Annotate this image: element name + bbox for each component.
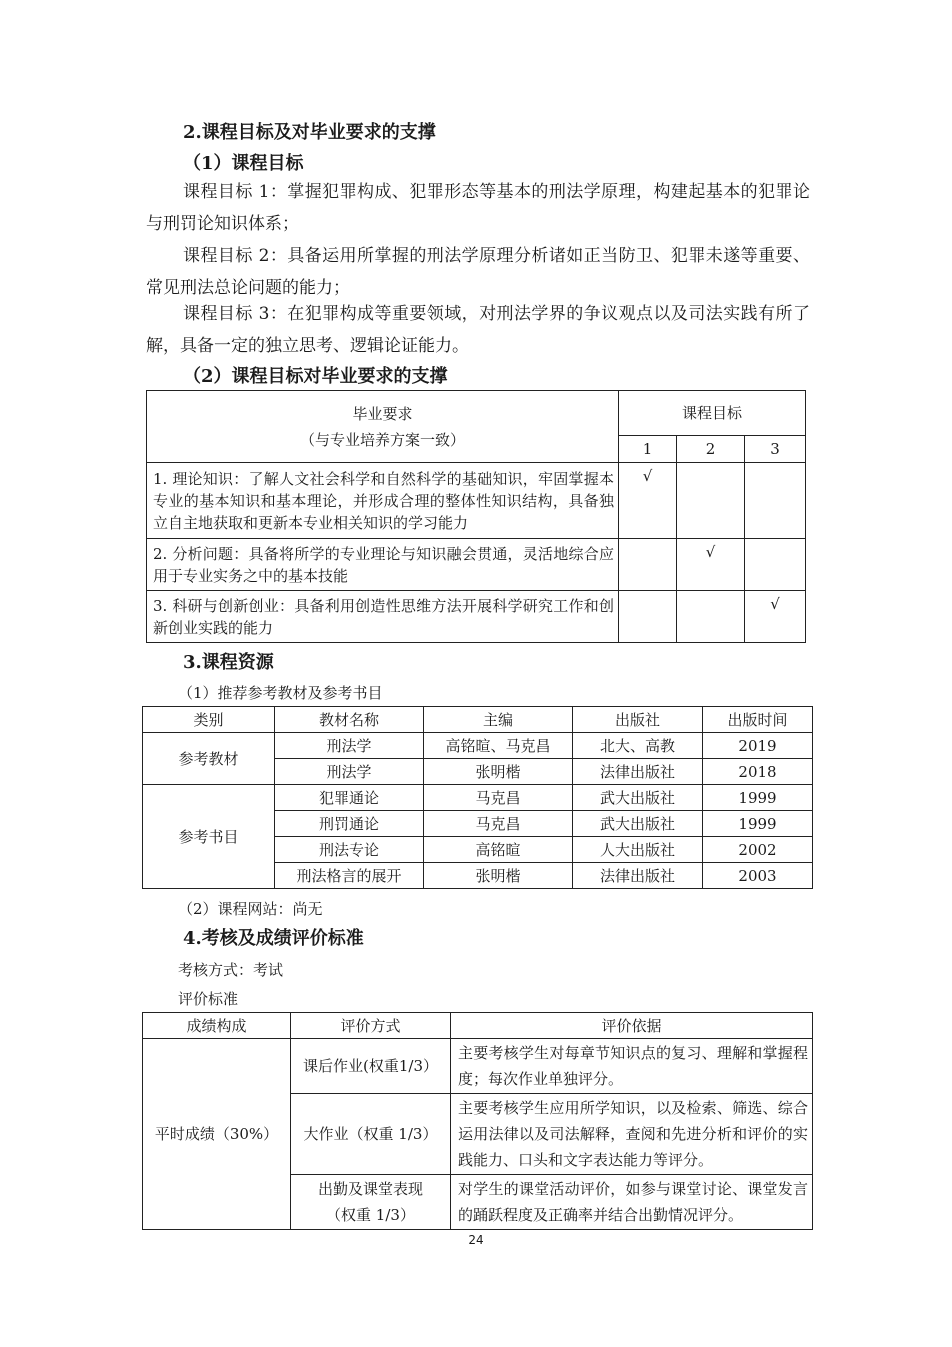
req-header-cell [147,391,619,463]
col-header: 出版社 [573,707,703,733]
section-2-title: 2.课程目标及对毕业要求的支撑 [183,122,436,143]
book-year: 2019 [703,733,813,759]
goals-header: 课程目标 [619,391,806,436]
req-header-line1: 毕业要求 [352,404,413,423]
check-mark: √ [677,539,745,591]
book-year: 2003 [703,863,813,889]
table-row [143,785,813,811]
eval-basis: 主要考核学生对每章节知识点的复习、理解和掌握程度；每次作业单独评分。 [451,1039,813,1094]
goal-num-1: 1 [619,436,677,463]
page-number: 24 [468,1233,484,1247]
book-title: 犯罪通论 [275,785,424,811]
table-header-row [143,1013,813,1039]
check-mark [677,463,745,539]
course-goal-3: 课程目标 3：在犯罪构成等重要领域，对刑法学界的争议观点以及司法实践有所了解，具备一定的独立思考、逻辑论证能力。 [146,304,810,356]
book-title: 刑法格言的展开 [275,863,424,889]
table-row [147,463,806,539]
eval-method-line1: 出勤及课堂表现 [317,1180,423,1198]
check-mark [745,539,806,591]
book-publisher: 北大、高教 [573,733,703,759]
check-mark [677,591,745,643]
section-3-title: 3.课程资源 [183,652,274,673]
table-header-row [143,707,813,733]
book-editor: 高铭暄 [424,837,573,863]
col-header: 出版时间 [703,707,813,733]
req-text-1: 1. 理论知识：了解人文社会科学和自然科学的基础知识，牢固掌握本专业的基本知识和基本理论，并形成合理的整体性知识结构，具备独立自主地获取和更新本专业相关知识的学习能力 [147,463,619,539]
book-title: 刑法专论 [275,837,424,863]
book-title: 刑法学 [275,733,424,759]
book-editor: 张明楷 [424,759,573,785]
col-header: 主编 [424,707,573,733]
req-header-line2: （与专业培养方案一致） [299,430,465,449]
book-publisher: 人大出版社 [573,837,703,863]
book-publisher: 法律出版社 [573,759,703,785]
book-publisher: 法律出版社 [573,863,703,889]
assessment-method: 考核方式：考试 [178,961,284,979]
book-year: 1999 [703,811,813,837]
criteria-label: 评价标准 [178,990,239,1008]
req-text-3: 3. 科研与创新创业：具备利用创造性思维方法开展科学研究工作和创新创业实践的能力 [147,591,619,643]
book-title: 刑罚通论 [275,811,424,837]
eval-method: 大作业（权重 1/3） [291,1094,451,1175]
book-year: 2018 [703,759,813,785]
col-header: 成绩构成 [143,1013,291,1039]
check-mark: √ [745,591,806,643]
book-editor: 张明楷 [424,863,573,889]
goal-num-2: 2 [677,436,745,463]
req-text-2: 2. 分析问题：具备将所学的专业理论与知识融会贯通，灵活地综合应用于专业实务之中的基本技能 [147,539,619,591]
support-subtitle: （2）课程目标对毕业要求的支撑 [183,366,448,387]
book-editor: 马克昌 [424,785,573,811]
grade-component-cell: 平时成绩（30%） [143,1039,291,1230]
goal-support-table [146,390,806,643]
book-year: 2002 [703,837,813,863]
book-title: 刑法学 [275,759,424,785]
book-publisher: 武大出版社 [573,785,703,811]
course-goal-1: 课程目标 1：掌握犯罪构成、犯罪形态等基本的刑法学原理，构建起基本的犯罪论与刑罚论知识体系； [146,182,810,234]
table-row [147,591,806,643]
col-header: 类别 [143,707,275,733]
eval-basis: 对学生的课堂活动评价，如参与课堂讨论、课堂发言的踊跃程度及正确率并结合出勤情况评分。 [451,1175,813,1230]
books-subtitle: （1）推荐参考教材及参考书目 [178,684,383,702]
book-publisher: 武大出版社 [573,811,703,837]
col-header: 评价方式 [291,1013,451,1039]
eval-method-line2: （权重 1/3） [326,1206,415,1224]
check-mark [745,463,806,539]
table-row [143,1039,813,1094]
eval-method: 课后作业(权重1/3） [291,1039,451,1094]
col-header: 评价依据 [451,1013,813,1039]
course-goals-subtitle: （1）课程目标 [183,153,304,174]
check-mark [619,591,677,643]
book-editor: 高铭暄、马克昌 [424,733,573,759]
reference-books-table [142,706,813,889]
evaluation-table [142,1012,813,1230]
category-cell: 参考书目 [143,785,275,889]
category-cell: 参考教材 [143,733,275,785]
check-mark [619,539,677,591]
table-row [147,539,806,591]
eval-basis: 主要考核学生应用所学知识，以及检索、筛选、综合运用法律以及司法解释，查阅和先进分析和评价的实践能力、口头和文字表达能力等评分。 [451,1094,813,1175]
col-header: 教材名称 [275,707,424,733]
check-mark: √ [619,463,677,539]
goal-num-3: 3 [745,436,806,463]
eval-method [291,1175,451,1230]
table-row [143,733,813,759]
book-year: 1999 [703,785,813,811]
course-goal-2: 课程目标 2：具备运用所掌握的刑法学原理分析诸如正当防卫、犯罪未遂等重要、常见刑法总论问题的能力； [146,246,810,298]
book-editor: 马克昌 [424,811,573,837]
section-4-title: 4.考核及成绩评价标准 [183,928,364,949]
course-website: （2）课程网站：尚无 [178,900,323,918]
